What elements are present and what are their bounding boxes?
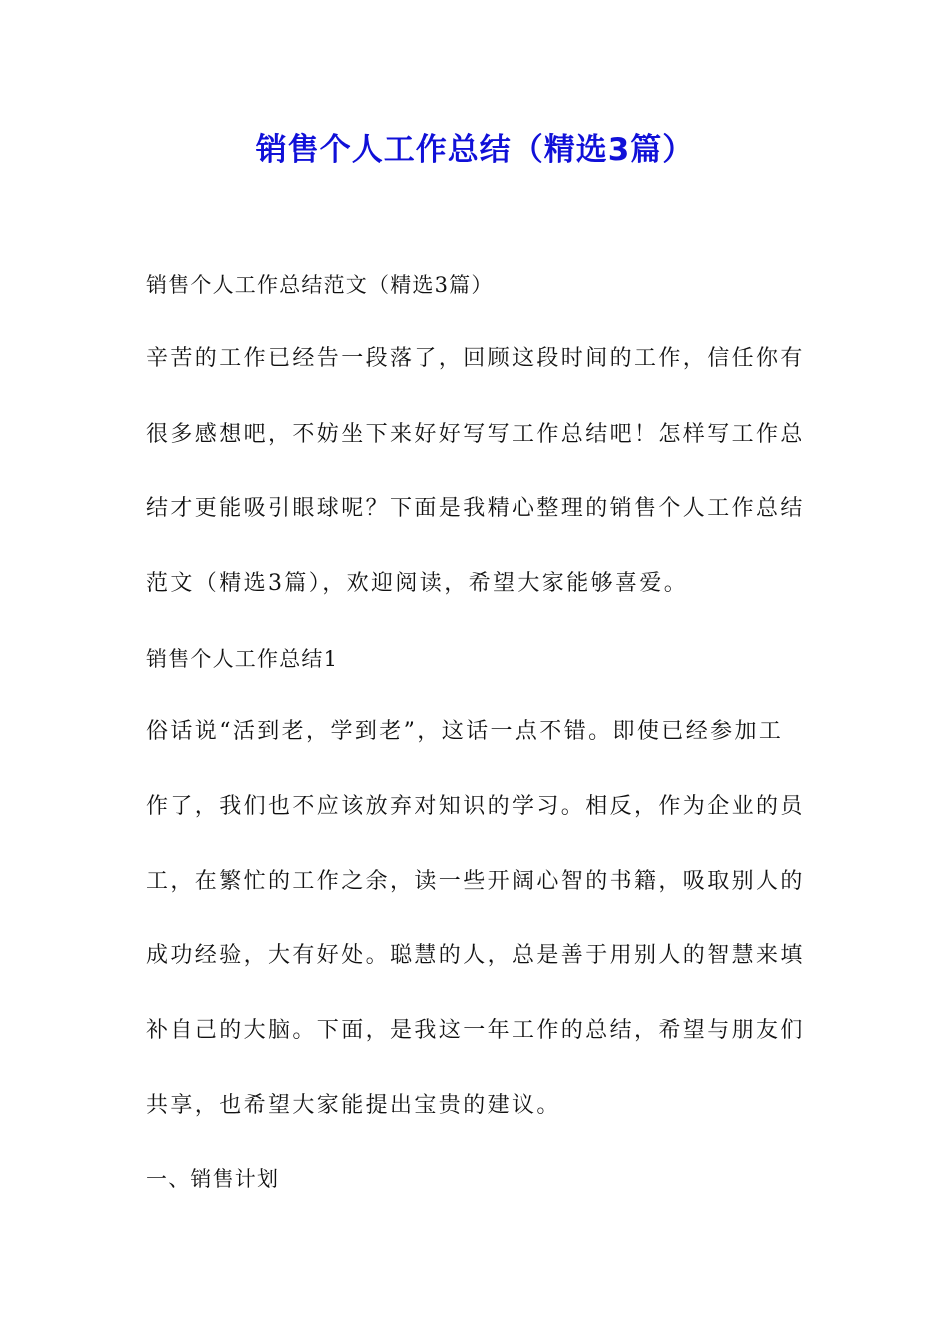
document-subtitle: 销售个人工作总结范文（精选3篇） (146, 273, 494, 297)
body-line: 成功经验，大有好处。聪慧的人，总是善于用别人的智慧来填 (146, 943, 805, 968)
part-heading: 一、销售计划 (146, 1167, 280, 1191)
section-heading: 销售个人工作总结1 (146, 647, 339, 671)
body-line: 工，在繁忙的工作之余，读一些开阔心智的书籍，吸取别人的 (146, 869, 805, 894)
body-line: 补自己的大脑。下面，是我这一年工作的总结，希望与朋友们 (146, 1018, 805, 1043)
intro-line: 结才更能吸引眼球呢？下面是我精心整理的销售个人工作总结 (146, 496, 805, 521)
intro-line: 辛苦的工作已经告一段落了，回顾这段时间的工作，信任你有 (146, 346, 805, 371)
intro-line: 范文（精选3篇），欢迎阅读，希望大家能够喜爱。 (146, 571, 689, 596)
body-line: 俗话说“活到老，学到老”，这话一点不错。即使已经参加工 (146, 719, 784, 744)
body-line: 共享，也希望大家能提出宝贵的建议。 (146, 1093, 561, 1118)
intro-line: 很多感想吧，不妨坐下来好好写写工作总结吧！怎样写工作总 (146, 422, 805, 447)
body-line: 作了，我们也不应该放弃对知识的学习。相反，作为企业的员 (146, 794, 805, 819)
document-title: 销售个人工作总结（精选3篇） (255, 132, 695, 168)
